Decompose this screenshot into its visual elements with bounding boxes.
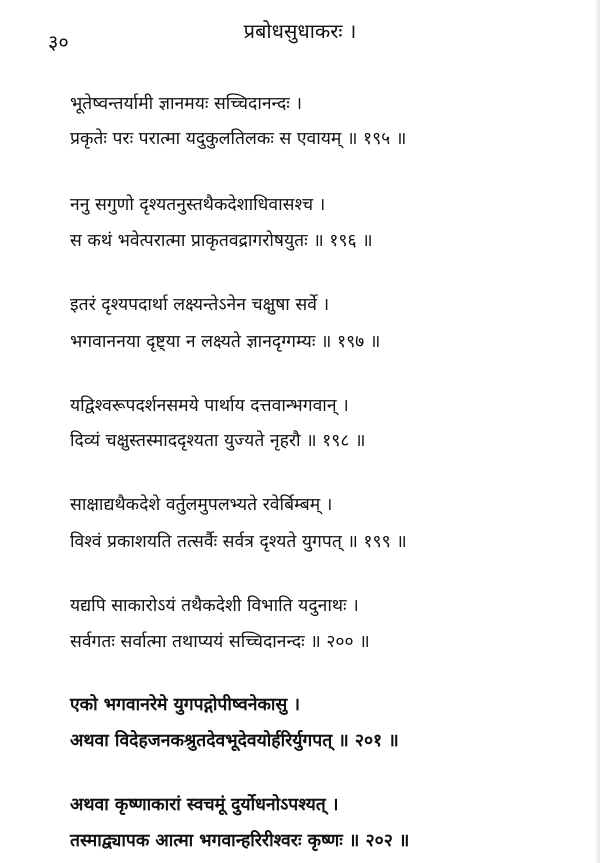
verse-198-line-2: दिव्यं चक्षुस्तस्माददृश्यता युज्यते नृहरौ ॥ १९८ ॥ — [70, 431, 366, 451]
verse-195-line-2: प्रकृतेः परः परात्मा यदुकुलतिलकः स एवायम् ॥ १९५ ॥ — [70, 129, 407, 149]
verse-200-line-1: यद्यपि साकारोऽयं तथैकदेशी विभाति यदुनाथः । — [70, 596, 359, 616]
verse-199-line-1: साक्षाद्यथैकदेशे वर्तुलमुपलभ्यते रवेर्बिम्बम् । — [70, 495, 333, 515]
verse-202-line-2: तस्माद्व्यापक आत्मा भगवान्हरिरीश्वरः कृष्णः ॥ २०२ ॥ — [70, 831, 410, 851]
verse-197-line-1: इतरं दृश्यपदार्था लक्ष्यन्तेऽनेन चक्षुषा सर्वे । — [70, 295, 330, 315]
verse-196-line-2: स कथं भवेत्परात्मा प्राकृतवद्रागरोषयुतः ॥ १९६ ॥ — [70, 231, 373, 251]
verse-201-line-1: एको भगवानरेमे युगपद्गोपीष्वनेकासु । — [70, 695, 300, 715]
verse-195-line-1: भूतेष्वन्तर्यामी ज्ञानमयः सच्चिदानन्दः । — [70, 94, 302, 114]
verse-199-line-2: विश्वं प्रकाशयति तत्सर्वैः सर्वत्र दृश्यते युगपत् ॥ १९९ ॥ — [70, 532, 407, 552]
verse-196-line-1: ननु सगुणो दृश्यतनुस्तथैकदेशाधिवासश्च । — [70, 195, 326, 215]
page-edge-shadow — [594, 0, 600, 863]
verse-201-line-2: अथवा विदेहजनकश्रुतदेवभूदेवयोर्हरिर्युगपत् ॥ २०१ ॥ — [70, 731, 399, 751]
page-number: ३० — [48, 30, 69, 54]
verse-197-line-2: भगवाननया दृष्ट्या न लक्ष्यते ज्ञानदृग्गम्यः ॥ १९७ ॥ — [70, 332, 381, 352]
verse-202-line-1: अथवा कृष्णाकारां स्वचमूं दुर्योधनोऽपश्यत् । — [70, 795, 339, 815]
running-title: प्रबोधसुधाकरः । — [243, 19, 357, 43]
verse-200-line-2: सर्वगतः सर्वात्मा तथाप्ययं सच्चिदानन्दः ॥ २०० ॥ — [70, 632, 370, 652]
verse-198-line-1: यद्विश्वरूपदर्शनसमये पार्थाय दत्तवान्भगवान् । — [70, 396, 349, 416]
